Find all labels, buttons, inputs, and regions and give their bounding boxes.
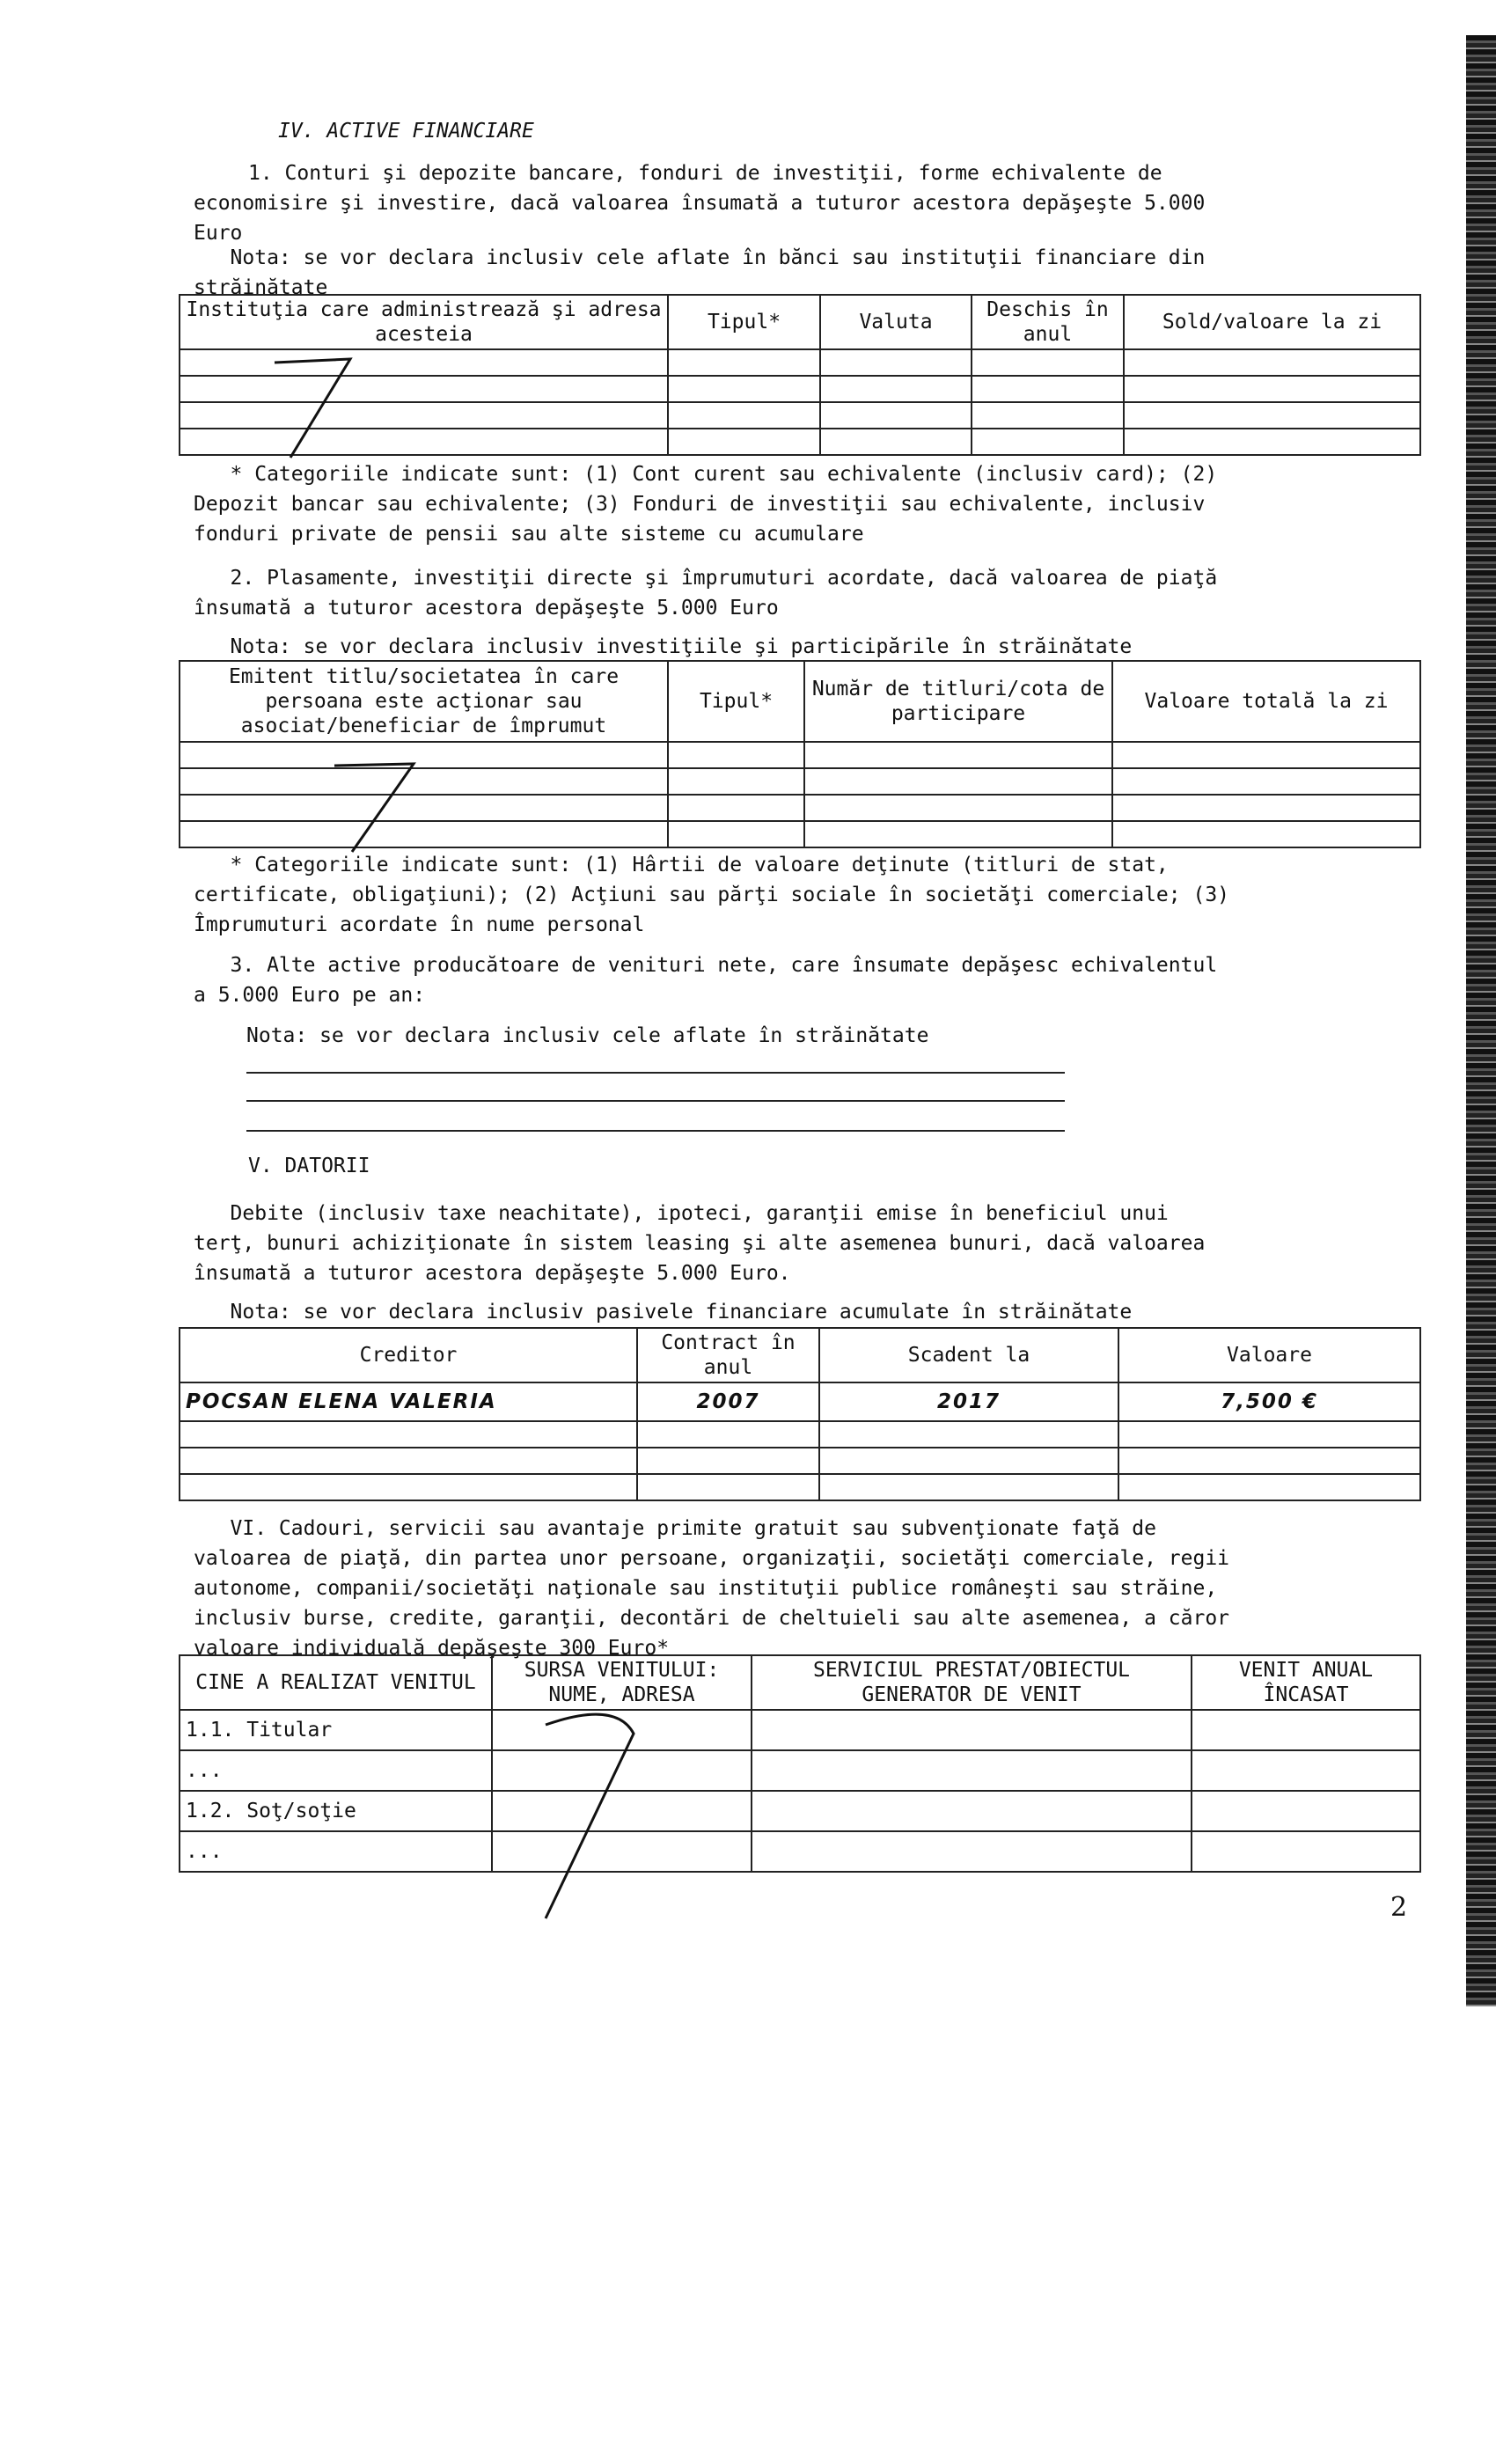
table-row [180,1831,1420,1872]
page-number: 2 [1390,1892,1408,1923]
table2-header-issuer: Emitent titlu/societatea în care persoana este acţionar sau asociat/beneficiar de împrumut [180,661,668,742]
strike-mark-table1 [264,352,370,466]
debts-header-value: Valoare [1118,1328,1420,1382]
item3-note: Nota: se vor declara inclusiv cele aflate în străinătate [246,1024,929,1047]
debts-note: Nota: se vor declara inclusiv pasivele financiare acumulate în străinătate [194,1301,1133,1324]
blank-line [246,1130,1065,1132]
table2-footnote: * Categoriile indicate sunt: (1) Hârtii de valoare deţinute (titluri de stat, certificate, obligaţiuni); (2) Acţiuni sau părţi sociale în societăţi comerciale; (3) Împrumuturi acordate în nume personal [194,854,1230,936]
table-row [180,1750,1420,1791]
table1-header-type: Tipul* [668,295,820,349]
item2-text: 2. Plasamente, investiţii directe şi împrumuturi acordate, dacă valoarea de piaţă însumată a tuturor acestora depăşeşte 5.000 Euro [194,567,1218,620]
strike-mark-table2 [317,748,440,862]
gifts-row-ellipsis-1: ... [180,1750,492,1791]
table-debts [179,1327,1421,1501]
debts-header-due: Scadent la [819,1328,1118,1382]
section-title-datorii: V. DATORII [248,1155,370,1177]
item2-note: Nota: se vor declara inclusiv investiţiile şi participările în străinătate [194,635,1133,658]
table-row [180,1710,1420,1750]
table2-header-total-value: Valoare totală la zi [1112,661,1420,742]
section-title-active-financiare: IV. ACTIVE FINANCIARE [278,120,534,143]
table-row [180,1474,1420,1500]
blank-line [246,1100,1065,1102]
gifts-header-service: SERVICIUL PRESTAT/OBIECTUL GENERATOR DE VENIT [752,1655,1192,1710]
strike-mark-table-gifts [528,1698,660,1927]
table-row [180,1421,1420,1448]
blank-line [246,1072,1065,1074]
table-gifts [179,1654,1421,1873]
table2-header-type: Tipul* [668,661,804,742]
item1-text: 1. Conturi şi depozite bancare, fonduri de investiţii, forme echivalente de economisire şi investire, dacă valoarea însumată a tuturor acestora depăşeşte 5.000 Euro [194,162,1206,245]
scan-edge-artifact [1466,35,1496,2006]
debts-text: Debite (inclusiv taxe neachitate), ipoteci, garanţii emise în beneficiul unui terţ, bunuri achiziţionate în sistem leasing şi alte asemenea bunuri, dacă valoarea însumată a tuturor acestora depăşeşte 5.000 Euro. [194,1202,1206,1285]
debts-header-contract-year: Contract în anul [637,1328,819,1382]
table2-header-shares: Număr de titluri/cota de participare [804,661,1112,742]
gifts-header-income: VENIT ANUAL ÎNCASAT [1192,1655,1420,1710]
item1-note: Nota: se vor declara inclusiv cele aflate în bănci sau instituţii financiare din străinătate [194,246,1206,299]
table1-header-balance: Sold/valoare la zi [1124,295,1420,349]
gifts-row-spouse: 1.2. Soţ/soţie [180,1791,492,1831]
table1-header-institution: Instituţia care administrează şi adresa acesteia [180,295,668,349]
table1-footnote: * Categoriile indicate sunt: (1) Cont curent sau echivalente (inclusiv card); (2) Depozit bancar sau echivalente; (3) Fonduri de investiţii sau echivalente, inclusiv fonduri private de pensii sau alte sisteme cu acumulare [194,463,1218,546]
table-row [180,1382,1420,1421]
gifts-row-holder: 1.1. Titular [180,1710,492,1750]
table-row [180,1448,1420,1474]
debt-due-year: 2017 [819,1382,1118,1421]
gifts-text: VI. Cadouri, servicii sau avantaje primite gratuit sau subvenţionate faţă de valoarea de piaţă, din partea unor persoane, organizaţii, societăţi comerciale, regii autonome, companii/societăţi naţionale sau instituţii publice româneşti sau străine, inclusiv burse, credite, garanţii, decontări de cheltuieli sau alte asemenea, a căror valoare individuală depăşeşte 300 Euro* [194,1517,1230,1660]
gifts-row-ellipsis-2: ... [180,1831,492,1872]
debt-creditor: POCSAN ELENA VALERIA [180,1382,637,1421]
debt-value: 7,500 € [1118,1382,1420,1421]
table1-header-currency: Valuta [820,295,972,349]
gifts-header-who: CINE A REALIZAT VENITUL [180,1655,492,1710]
table-row [180,1791,1420,1831]
item3-text: 3. Alte active producătoare de venituri nete, care însumate depăşesc echivalentul a 5.000 Euro pe an: [194,954,1218,1007]
debt-contract-year: 2007 [637,1382,819,1421]
gifts-header-source: SURSA VENITULUI: NUME, ADRESA [492,1655,752,1710]
debts-header-creditor: Creditor [180,1328,637,1382]
table1-header-opened: Deschis în anul [972,295,1124,349]
